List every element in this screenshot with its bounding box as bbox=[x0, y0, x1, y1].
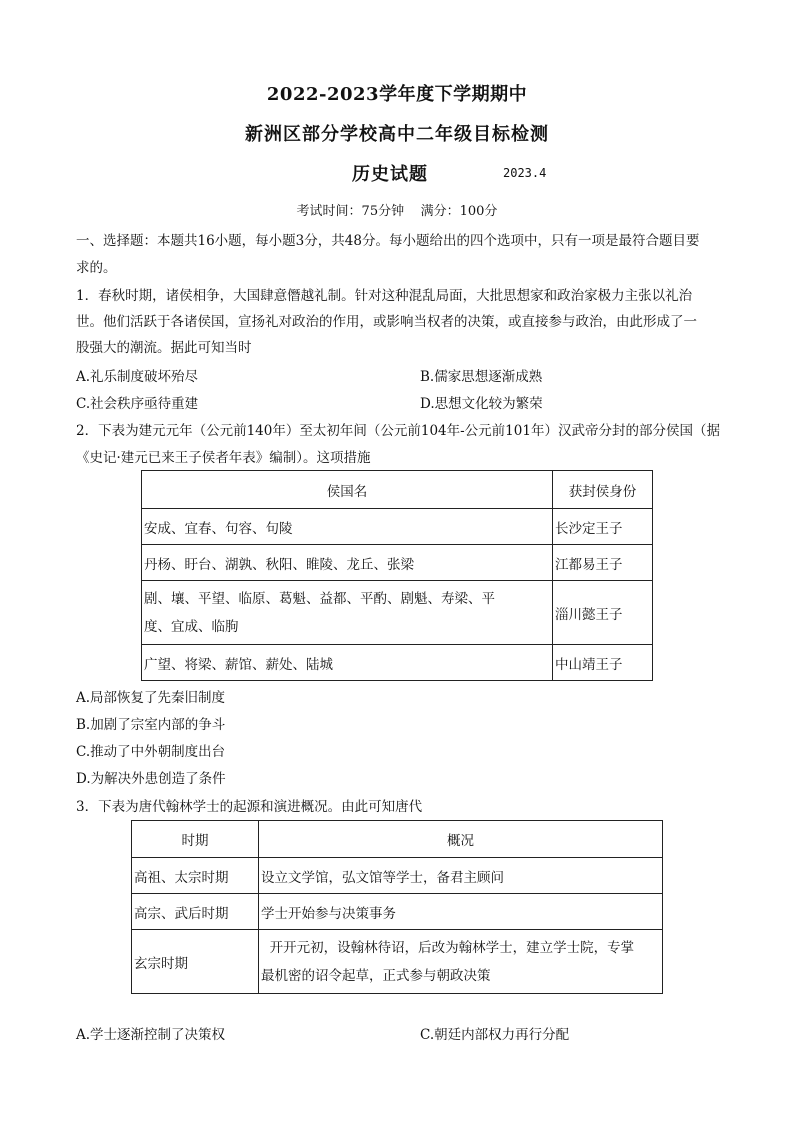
q1-stem-line3: 股强大的潮流。据此可知当时 bbox=[76, 340, 252, 356]
exam-meta: 考试时间：75分钟 满分：100分 bbox=[296, 204, 498, 219]
q1-option-d[interactable]: D.思想文化较为繁荣 bbox=[420, 396, 543, 412]
fiefdom-cell bbox=[142, 581, 553, 645]
section-instructions-line1: 一、选择题：本题共16小题，每小题3分，共48分。每小题给出的四个选项中，只有一项是最符合题目要 bbox=[76, 233, 700, 249]
status-cell: 中山靖王子 bbox=[553, 645, 653, 681]
overview-cell: 学士开始参与决策事务 bbox=[259, 894, 663, 930]
fiefdom-cell: 安成、宜春、句容、句陵 bbox=[142, 509, 553, 545]
column-header-fiefdom: 侯国名 bbox=[142, 471, 553, 509]
period-cell: 玄宗时期 bbox=[132, 930, 259, 994]
table-row bbox=[142, 581, 653, 645]
q2-option-b[interactable]: B.加剧了宗室内部的争斗 bbox=[76, 717, 226, 733]
q2-option-a[interactable]: A.局部恢复了先秦旧制度 bbox=[76, 690, 226, 706]
q1-stem-line1: 1．春秋时期，诸侯相争，大国肆意僭越礼制。针对这种混乱局面，大批思想家和政治家极力主张以礼治 bbox=[76, 288, 693, 304]
q2-stem-line2: 《史记·建元已来王子侯者年表》编制）。这项措施 bbox=[76, 450, 371, 466]
table-row bbox=[142, 545, 653, 581]
table-header-row bbox=[132, 821, 663, 858]
table-row bbox=[132, 930, 663, 994]
status-cell: 江都易王子 bbox=[553, 545, 653, 581]
table-row bbox=[142, 645, 653, 681]
q2-stem-line1: 2．下表为建元元年（公元前140年）至太初年间（公元前104年-公元前101年）汉武帝分封的部分侯国（据 bbox=[76, 423, 720, 439]
fiefdom-cell-line2: 度、宜成、临朐 bbox=[144, 618, 239, 635]
fiefdom-cell: 丹杨、盱台、湖孰、秋阳、睢陵、龙丘、张梁 bbox=[142, 545, 553, 581]
q3-hanlin-table bbox=[131, 820, 663, 994]
q3-stem-line: 3．下表为唐代翰林学士的起源和演进概况。由此可知唐代 bbox=[76, 799, 423, 815]
q2-fiefdom-table bbox=[141, 470, 653, 681]
overview-cell: 设立文学馆，弘文馆等学士，备君主顾问 bbox=[259, 858, 663, 894]
q2-option-d[interactable]: D.为解决外患创造了条件 bbox=[76, 771, 226, 787]
exam-year-title: 2022-2023学年度下学期期中 bbox=[266, 84, 528, 105]
status-cell: 长沙定王子 bbox=[553, 509, 653, 545]
overview-cell-line2: 最机密的诏令起草，正式参与朝政决策 bbox=[261, 967, 491, 984]
fiefdom-cell-line1: 剧、壤、平望、临原、葛魁、益都、平酌、剧魁、寿梁、平 bbox=[144, 590, 495, 607]
table-row bbox=[132, 894, 663, 930]
q1-stem-line2: 世。他们活跃于各诸侯国，宣扬礼对政治的作用，或影响当权者的决策，或直接参与政治，由此形成了一 bbox=[76, 314, 697, 330]
section-instructions-line2: 求的。 bbox=[76, 260, 117, 276]
exam-date: 2023.4 bbox=[503, 166, 547, 180]
column-header-overview: 概况 bbox=[259, 821, 663, 858]
fiefdom-cell: 广望、将梁、薪馆、薪处、陆城 bbox=[142, 645, 553, 681]
column-header-period: 时期 bbox=[132, 821, 259, 858]
status-cell: 淄川懿王子 bbox=[553, 581, 653, 645]
overview-cell bbox=[259, 930, 663, 994]
q3-option-c[interactable]: C.朝廷内部权力再行分配 bbox=[420, 1027, 570, 1043]
column-header-status: 获封侯身份 bbox=[553, 471, 653, 509]
table-row bbox=[142, 509, 653, 545]
q1-option-c[interactable]: C.社会秩序亟待重建 bbox=[76, 396, 199, 412]
q3-option-a[interactable]: A.学士逐渐控制了决策权 bbox=[76, 1027, 226, 1043]
exam-school-title: 新洲区部分学校高中二年级目标检测 bbox=[245, 124, 549, 145]
exam-subject-title: 历史试题 bbox=[352, 164, 428, 185]
q1-option-b[interactable]: B.儒家思想逐渐成熟 bbox=[420, 369, 543, 385]
table-row bbox=[132, 858, 663, 894]
period-cell: 高宗、武后时期 bbox=[132, 894, 259, 930]
overview-cell-line1: 开开元初，设翰林待诏，后改为翰林学士，建立学士院，专掌 bbox=[261, 939, 635, 956]
q2-option-c[interactable]: C.推动了中外朝制度出台 bbox=[76, 744, 226, 760]
period-cell: 高祖、太宗时期 bbox=[132, 858, 259, 894]
table-header-row bbox=[142, 471, 653, 509]
q1-option-a[interactable]: A.礼乐制度破坏殆尽 bbox=[76, 369, 199, 385]
